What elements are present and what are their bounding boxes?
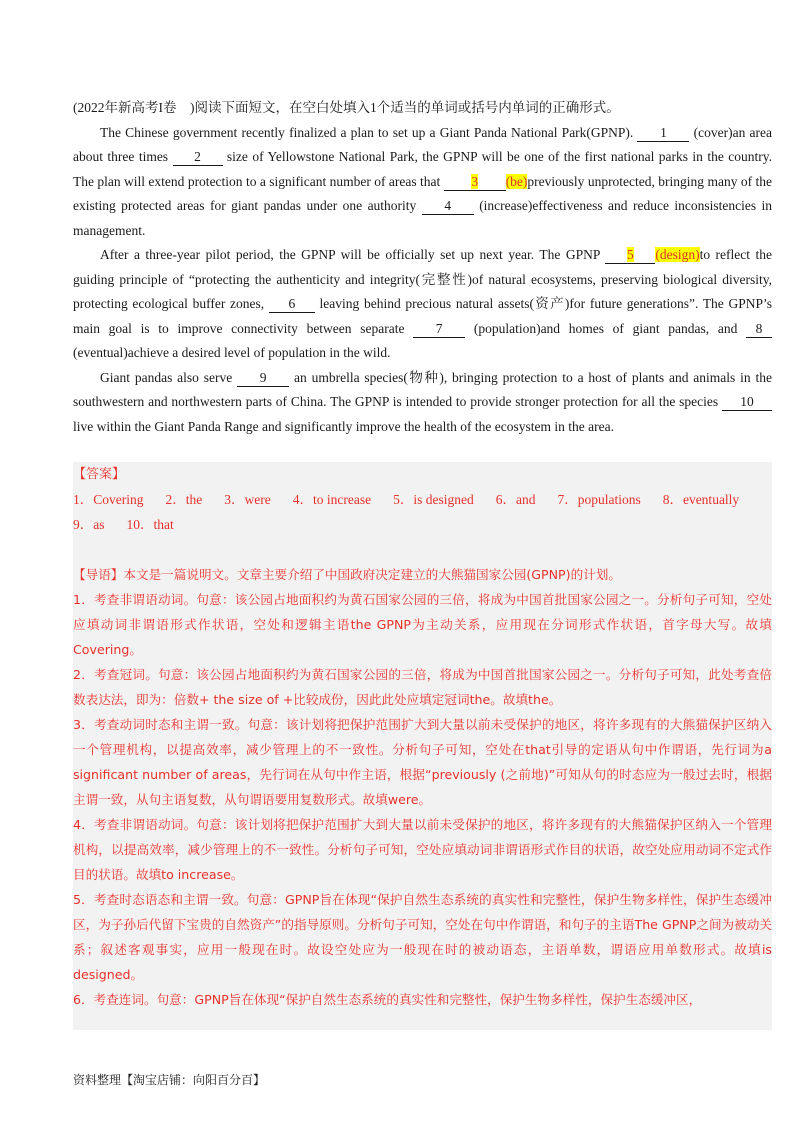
question-area <box>73 96 772 439</box>
answer-item: 4．to increase <box>292 492 372 507</box>
explanation-2: 2．考查冠词。句意：该公园占地面积约为黄石国家公园的三倍，将成为中国首批国家公园之一。分析句子可知，此处考查倍数表达法，即为：倍数+ the size of +比较成份，因此此处应填定冠词the。故填the。 <box>73 667 772 707</box>
p3-text-1: Giant pandas also serve <box>100 369 233 385</box>
answer-item: 2．the <box>165 492 203 507</box>
explanation-6: 6．考查连词。句意：GPNP旨在体现“保护自然生态系统的真实性和完整性，保护生物多样性，保护生态缓冲区， <box>73 992 702 1007</box>
explanation-4: 4．考查非谓语动词。句意：该计划将把保护范围扩大到大量以前未受保护的地区，将许多现有的大熊猫保护区纳入一个管理机构，以提高效率，减少管理上的不一致性。分析句子可知，空处应填动词非谓语形式作目的状语，故空处应用动词不定式作目的状语。故填to increase。 <box>73 817 772 882</box>
blank-8: 8 <box>746 320 772 338</box>
explanation-1: 1．考查非谓语动词。句意：该公园占地面积约为黄石国家公园的三倍，将成为中国首批国家公园之一。分析句子可知，空处应填动词非谓语形式作状语，空处和逻辑主语the GPNP为主动关系，应用现在分词形式作状语，首字母大写。故填Covering。 <box>73 592 772 657</box>
passage-paragraph-2 <box>73 243 772 366</box>
passage-paragraph-3 <box>73 366 772 440</box>
explanation-5: 5．考查时态语态和主谓一致。句意：GPNP旨在体现“保护自然生态系统的真实性和完整性，保护生物多样性，保护生态缓冲区，为子孙后代留下宝贵的自然资产”的指导原则。分析句子可知，空处在句中作谓语，和句子的主语The GPNP之间为被动关系；叙述客观事实，应用一般现在时。故设空处应为一般现在时的被动语态，主语单数，谓语应用单数形式。故填is designed。 <box>73 892 772 982</box>
page-footer: 资料整理【淘宝店铺：向阳百分百】 <box>73 1073 266 1087</box>
blank-4: 4 <box>422 197 474 215</box>
p2-text-5: (eventual)achieve a desired level of population in the wild. <box>73 345 391 360</box>
p3-text-2: an umbrella species(物种), bringing protection to a host of plants and animals in the southwestern and northwestern parts of China. The GPNP is intended to provide stronger protection for all the species <box>73 369 772 409</box>
passage-paragraph-1 <box>73 121 772 244</box>
answer-explanation-panel <box>73 462 772 1030</box>
blank-2: 2 <box>173 148 223 166</box>
answer-item: 3．were <box>224 492 271 507</box>
blank-9: 9 <box>237 369 289 387</box>
blank-6: 6 <box>269 295 315 313</box>
guide-text: 【导语】本文是一篇说明文。文章主要介绍了中国政府决定建立的大熊猫国家公园(GPNP)的计划。 <box>73 567 621 582</box>
blank-3: 3 <box>471 173 479 189</box>
p2-text-1: After a three-year pilot period, the GPNP will be officially set up next year. The GPNP <box>100 247 600 262</box>
p1-text-2: (cover)an area about three times <box>73 124 773 164</box>
p2-text-4: (population)and homes of giant pandas, and <box>473 320 738 336</box>
blank-7: 7 <box>413 320 465 338</box>
answer-item: 9．as <box>73 517 105 532</box>
question-header: (2022年新高考I卷 )阅读下面短文，在空白处填入1个适当的单词或括号内单词的正确形式。 <box>73 100 620 115</box>
explanation-3: 3．考查动词时态和主谓一致。句意：该计划将把保护范围扩大到大量以前未受保护的地区，将许多现有的大熊猫保护区纳入一个管理机构，以提高效率，减少管理上的不一致性。分析句子可知，空处在that引导的定语从句中作谓语，先行词为a significant number of areas，先行词在从句中作主语，根据“previously (之前地)”可知从句的时态应为一般过去时，根据主谓一致，从句主语复数，从句谓语要用复数形式。故填were。 <box>73 717 772 807</box>
p1-text-3: size of Yellowstone National Park, the GPNP will be one of the first national parks in the country. The plan will extend protection to a significant number of areas that <box>73 149 772 189</box>
answer-heading: 【答案】 <box>73 467 126 482</box>
blank-5-hint: (design) <box>655 247 700 262</box>
p2-text-3: leaving behind precious natural assets(资产)for future generations”. The GPNP’s main goal is to improve connectivity between separate <box>73 296 773 336</box>
blank-3-hint: (be) <box>505 173 528 189</box>
answer-item: 5．is designed <box>393 492 474 507</box>
answer-list <box>73 487 772 537</box>
answer-item: 10．that <box>126 517 174 532</box>
answer-item: 1．Covering <box>73 492 144 507</box>
p1-text-1: The Chinese government recently finalized a plan to set up a Giant Panda National Park(GPNP). <box>100 124 634 140</box>
p3-text-3: live within the Giant Panda Range and significantly improve the health of the ecosystem in the area. <box>73 418 614 434</box>
blank-1: 1 <box>637 124 689 142</box>
answer-item: 6．and <box>495 492 536 507</box>
answer-item: 8．eventually <box>662 492 740 507</box>
blank-10: 10 <box>722 393 772 411</box>
p1-text-5: (increase)effectiveness and reduce inconsistencies in management. <box>73 198 773 238</box>
p1-text-4: previously unprotected, bringing many of the existing protected areas for giant pandas under one authority <box>73 173 772 213</box>
answer-item: 7．populations <box>557 492 641 507</box>
blank-5: 5 <box>626 247 634 262</box>
p2-text-2: to reflect the guiding principle of “protecting the authenticity and integrity(完整性)of natural ecosystems, preserving biological diversity, protecting ecological buffer zones, <box>73 247 773 311</box>
